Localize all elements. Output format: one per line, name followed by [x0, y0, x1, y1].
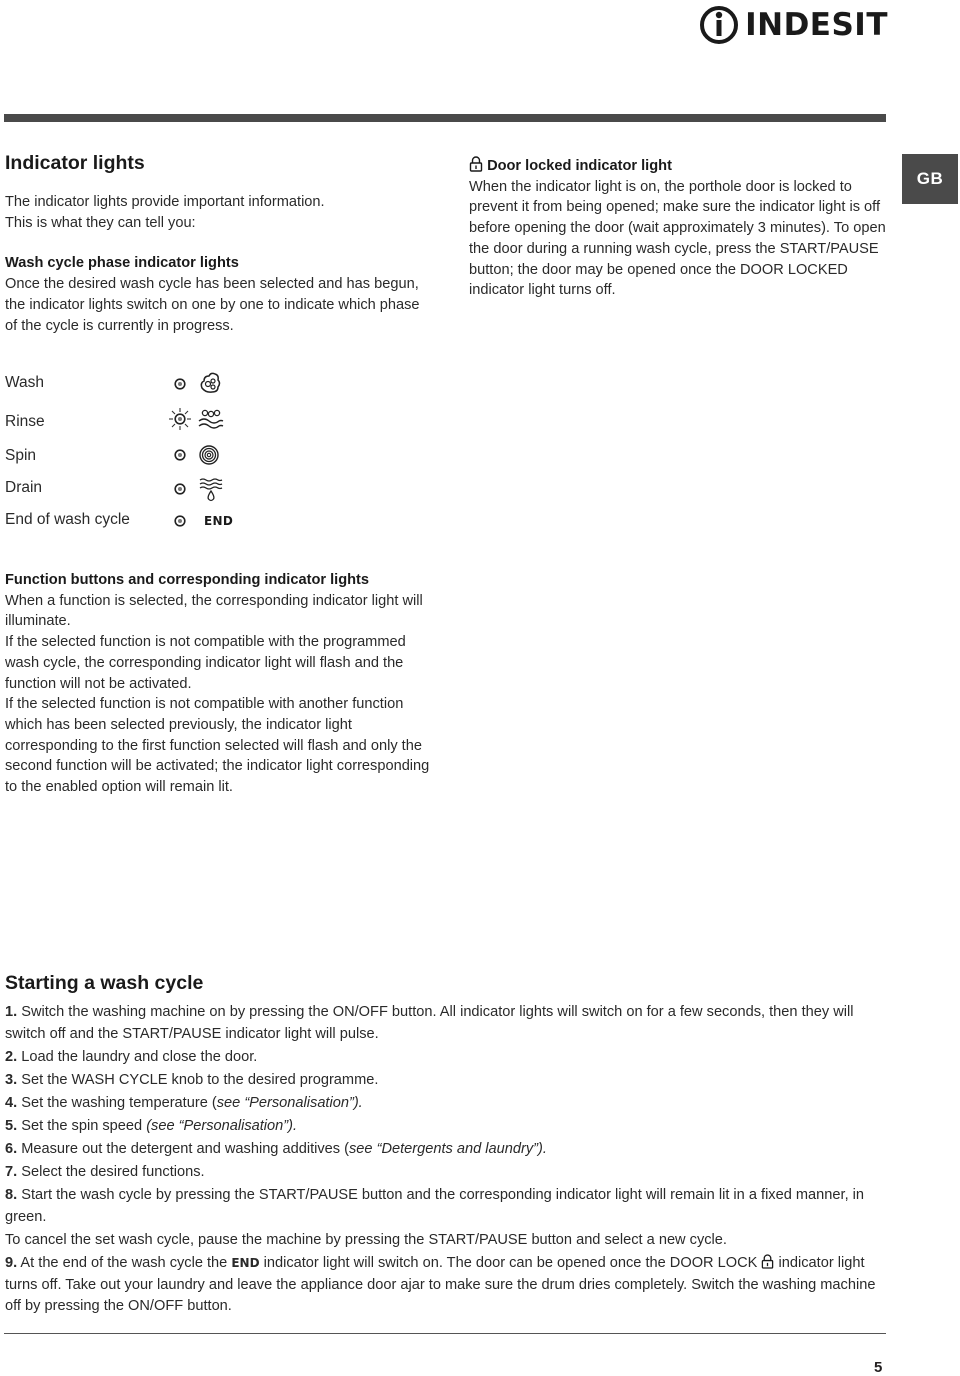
step-5: 5. Set the spin speed (see “Personalisation”). [5, 1117, 298, 1134]
step-9: 9. At the end of the wash cycle the END indicator light will switch on. The door can be opened once the DOOR LOCK indicator light turns off. Take out your laundry and leave the appliance door ajar to make sure the drum dries completely. Switch the washing machine off by pressing the ON/OFF button. [5, 1255, 876, 1315]
brand-logo [699, 0, 888, 50]
phase-row-end [5, 511, 245, 535]
intro-line-2: This is what they can tell you: [5, 214, 196, 231]
step-6: 6. Measure out the detergent and washing additives (see “Detergents and laundry”). [5, 1141, 547, 1158]
led-icon [173, 514, 187, 528]
step-1: 1. Switch the washing machine on by pressing the ON/OFF button. All indicator lights will switch on for a few seconds, then they will switch off and the START/PAUSE indicator light will pulse. [5, 1004, 854, 1042]
footer-rule [4, 1333, 886, 1334]
phase-label-wash: Wash [5, 374, 45, 391]
function-buttons-paragraph-2: If the selected function is not compatible with the programmed wash cycle, the corresponding indicator light will flash and the function will not be activated. [5, 634, 406, 692]
wash-icon [197, 370, 223, 396]
door-locked-section [469, 156, 889, 301]
function-buttons-section [5, 570, 430, 798]
led-icon [173, 482, 187, 496]
brand-name: INDESIT [745, 7, 888, 43]
header-rule [4, 114, 886, 122]
phase-row-rinse [5, 413, 245, 437]
function-buttons-paragraph-3: If the selected function is not compatible with another function which has been selected previously, the indicator light corresponding to the first function selected will flash and only the second function will be activated; the indicator light corresponding to the enabled option will remain lit. [5, 696, 430, 796]
step-2: 2. Load the laundry and close the door. [5, 1048, 258, 1065]
indesit-logo-mark-icon [699, 3, 739, 47]
led-blinking-icon [168, 407, 192, 431]
function-buttons-heading: Function buttons and corresponding indicator lights [5, 572, 370, 588]
function-buttons-paragraph-1: When a function is selected, the corresponding indicator light will illuminate. [5, 592, 423, 630]
led-icon [173, 448, 187, 462]
door-locked-heading: Door locked indicator light [487, 158, 672, 174]
starting-wash-cycle-section [5, 972, 890, 1318]
step-3: 3. Set the WASH CYCLE knob to the desired programme. [5, 1071, 379, 1088]
lock-icon [469, 156, 483, 172]
phase-label-spin: Spin [5, 447, 37, 464]
phase-row-spin [5, 447, 245, 471]
rinse-icon [197, 408, 225, 432]
drain-icon [197, 476, 225, 504]
page-number: 5 [874, 1359, 883, 1376]
cancel-note: To cancel the set wash cycle, pause the machine by pressing the START/PAUSE button and select a new cycle. [5, 1231, 727, 1248]
end-symbol-inline: END [231, 1256, 260, 1271]
wash-phase-text: Once the desired wash cycle has been selected and has begun, the indicator lights switch on one by one to indicate which phase of the cycle is currently in progress. [5, 276, 420, 334]
phase-row-wash [5, 374, 245, 398]
phase-label-end: End of wash cycle [5, 511, 130, 528]
door-locked-text: When the indicator light is on, the porthole door is locked to prevent it from being opened; make sure the indicator light is off before opening the door (wait approximately 3 minutes). To open the door during a running wash cycle, press the START/PAUSE button; the door may be opened once the DOOR LOCKED indicator light turns off. [469, 178, 886, 299]
phase-row-drain [5, 479, 245, 503]
phase-label-rinse: Rinse [5, 413, 45, 430]
indicator-lights-title: Indicator lights [5, 152, 145, 174]
wash-phase-heading: Wash cycle phase indicator lights [5, 255, 239, 272]
phase-label-drain: Drain [5, 479, 43, 496]
lock-icon [761, 1254, 774, 1269]
indicator-lights-section [5, 152, 430, 336]
step-8: 8. Start the wash cycle by pressing the START/PAUSE button and the corresponding indicator light will remain lit in a fixed manner, in green. [5, 1187, 865, 1225]
step-7: 7. Select the desired functions. [5, 1164, 205, 1181]
starting-title: Starting a wash cycle [5, 972, 204, 994]
step-4: 4. Set the washing temperature (see “Personalisation”). [5, 1094, 363, 1111]
spin-icon [197, 443, 221, 467]
end-symbol: END [204, 514, 234, 528]
language-tab: GB [902, 154, 958, 204]
led-icon [173, 377, 187, 391]
intro-line-1: The indicator lights provide important information. [5, 194, 325, 210]
